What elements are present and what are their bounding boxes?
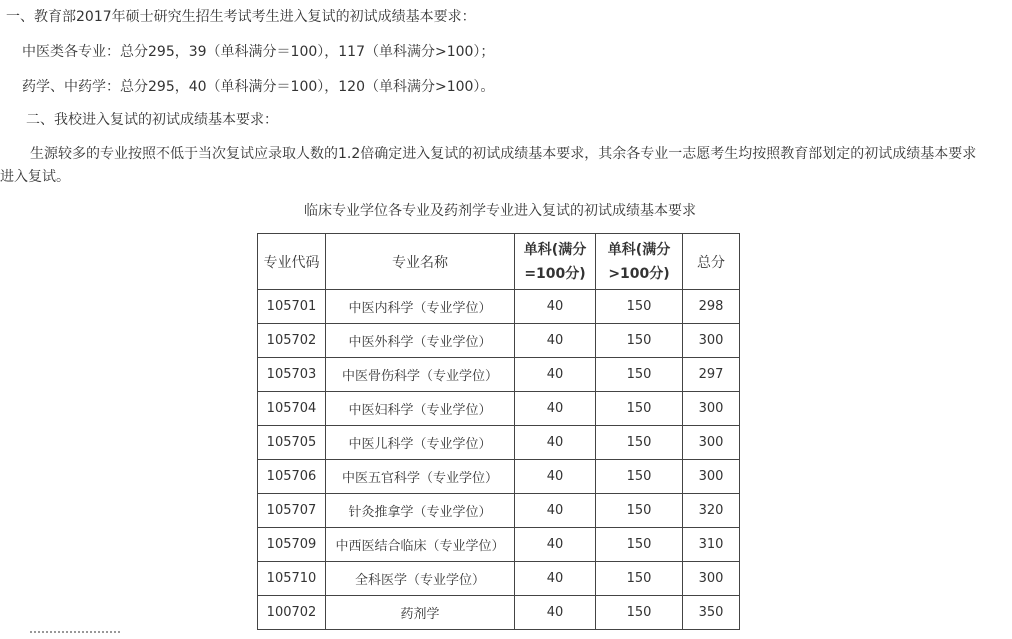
cell-total: 300: [683, 426, 740, 460]
cell-code: 105703: [258, 358, 326, 392]
cell-name: 全科医学（专业学位）: [326, 562, 515, 596]
cell-name: 中医骨伤科学（专业学位）: [326, 358, 515, 392]
table-row: [258, 562, 740, 596]
cell-name: 中医妇科学（专业学位）: [326, 392, 515, 426]
cell-code: 100702: [258, 596, 326, 630]
table-row: [258, 528, 740, 562]
cell-single-100: 40: [515, 494, 596, 528]
school-requirements-paragraph: 生源较多的专业按照不低于当次复试应录取人数的1.2倍确定进入复试的初试成绩基本要求，其余各专业一志愿考生均按照教育部划定的初试成绩基本要求: [30, 146, 977, 162]
table-row: [258, 392, 740, 426]
truncated-text-fragment: [30, 631, 120, 637]
cell-name: 中医外科学（专业学位）: [326, 324, 515, 358]
cell-single-over-100: 150: [596, 290, 683, 324]
cell-total: 300: [683, 324, 740, 358]
cell-code: 105702: [258, 324, 326, 358]
cell-code: 105705: [258, 426, 326, 460]
cell-total: 320: [683, 494, 740, 528]
cell-single-100: 40: [515, 324, 596, 358]
table-row: [258, 358, 740, 392]
cell-single-100: 40: [515, 562, 596, 596]
cell-code: 105710: [258, 562, 326, 596]
header-single-100: [515, 234, 596, 290]
header-code: 专业代码: [258, 234, 326, 290]
table-header-row: [258, 234, 740, 290]
cell-name: 中医内科学（专业学位）: [326, 290, 515, 324]
heading-national-requirements: 一、教育部2017年硕士研究生招生考试考生进入复试的初试成绩基本要求：: [6, 9, 476, 25]
cell-single-over-100: 150: [596, 528, 683, 562]
cell-single-100: 40: [515, 460, 596, 494]
cell-total: 350: [683, 596, 740, 630]
table-row: [258, 324, 740, 358]
heading-school-requirements: 二、我校进入复试的初试成绩基本要求：: [26, 112, 278, 128]
cell-total: 300: [683, 392, 740, 426]
cell-name: 针灸推拿学（专业学位）: [326, 494, 515, 528]
cell-name: 中医五官科学（专业学位）: [326, 460, 515, 494]
school-requirements-paragraph-continued: 进入复试。: [0, 169, 70, 185]
table-caption: 临床专业学位各专业及药剂学专业进入复试的初试成绩基本要求: [304, 203, 696, 219]
table-row: [258, 494, 740, 528]
table-row: [258, 596, 740, 630]
table-row: [258, 426, 740, 460]
cell-name: 中西医结合临床（专业学位）: [326, 528, 515, 562]
cell-total: 300: [683, 460, 740, 494]
cell-total: 298: [683, 290, 740, 324]
cell-single-100: 40: [515, 528, 596, 562]
cell-code: 105706: [258, 460, 326, 494]
header-name: 专业名称: [326, 234, 515, 290]
header-single-over-100-line2: >100分): [608, 265, 670, 282]
cell-single-over-100: 150: [596, 596, 683, 630]
header-single-over-100-line1: 单科(满分: [607, 241, 671, 258]
table-row: [258, 460, 740, 494]
cell-single-over-100: 150: [596, 392, 683, 426]
cell-single-over-100: 150: [596, 562, 683, 596]
cell-code: 105704: [258, 392, 326, 426]
cell-total: 300: [683, 562, 740, 596]
cell-total: 310: [683, 528, 740, 562]
cell-single-100: 40: [515, 596, 596, 630]
tcm-requirements-line: 中医类各专业：总分295，39（单科满分＝100），117（单科满分>100）；: [22, 44, 495, 60]
cell-single-100: 40: [515, 392, 596, 426]
cell-single-over-100: 150: [596, 460, 683, 494]
cell-single-over-100: 150: [596, 494, 683, 528]
header-single-over-100: [596, 234, 683, 290]
header-total: 总分: [683, 234, 740, 290]
cell-single-100: 40: [515, 290, 596, 324]
pharmacy-requirements-line: 药学、中药学：总分295，40（单科满分＝100），120（单科满分>100）。: [22, 79, 495, 95]
cell-single-100: 40: [515, 426, 596, 460]
cell-single-over-100: 150: [596, 358, 683, 392]
cell-name: 中医儿科学（专业学位）: [326, 426, 515, 460]
score-requirements-table: [257, 233, 740, 630]
cell-single-over-100: 150: [596, 324, 683, 358]
header-single-100-line2: =100分): [524, 265, 586, 282]
cell-name: 药剂学: [326, 596, 515, 630]
header-single-100-line1: 单科(满分: [523, 241, 587, 258]
cell-code: 105707: [258, 494, 326, 528]
table-row: [258, 290, 740, 324]
cell-single-100: 40: [515, 358, 596, 392]
cell-total: 297: [683, 358, 740, 392]
cell-code: 105701: [258, 290, 326, 324]
cell-code: 105709: [258, 528, 326, 562]
cell-single-over-100: 150: [596, 426, 683, 460]
